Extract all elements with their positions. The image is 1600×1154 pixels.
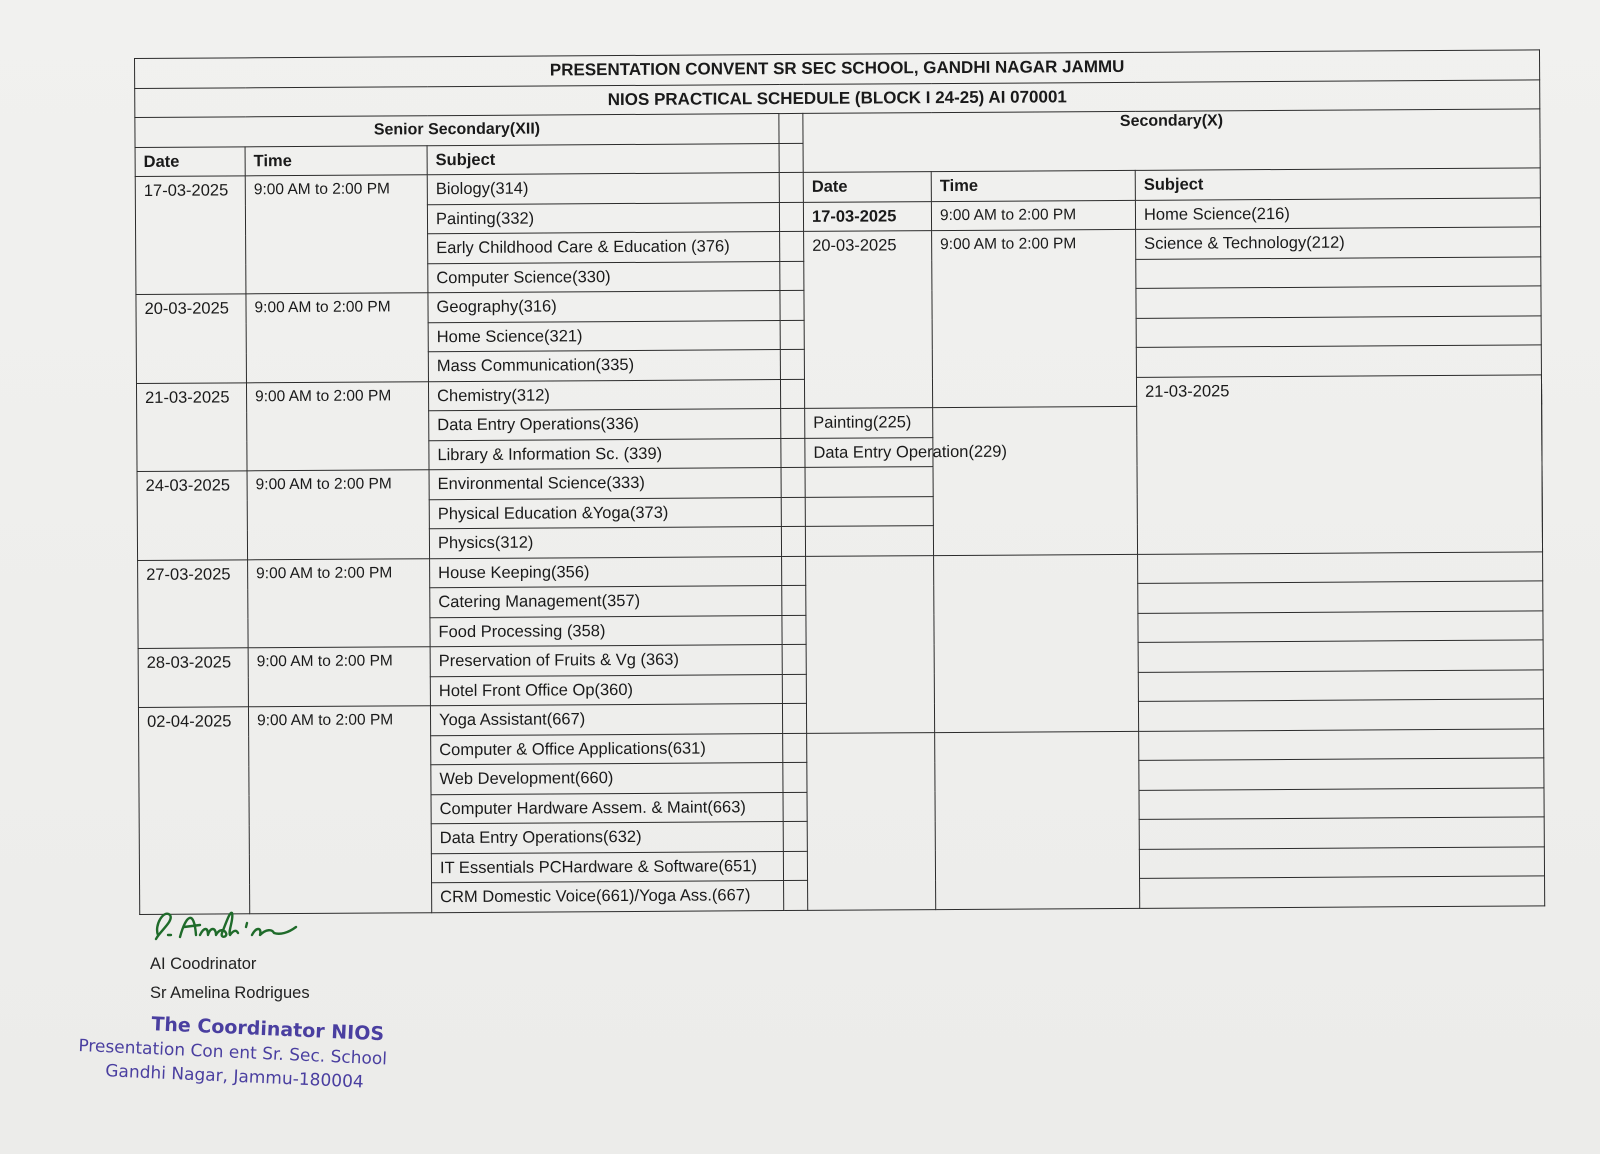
empty-cell (1136, 315, 1541, 347)
secondary-subject-cell: Home Science(216) (1135, 197, 1540, 229)
senior-subject-cell: Geography(316) (428, 291, 780, 323)
secondary-subject-cell: Science & Technology(212) (1136, 227, 1541, 259)
empty-cell (1136, 345, 1541, 377)
senior-subject-cell: Library & Information Sc. (339) (429, 438, 781, 470)
secondary-date-header: Date (803, 172, 931, 202)
gap-cell (781, 497, 805, 527)
gap-cell (784, 880, 808, 910)
empty-cell (1139, 728, 1544, 760)
secondary-date-cell: 21-03-2025 (1136, 374, 1542, 553)
senior-time-header: Time (245, 145, 427, 176)
senior-subject-cell: Data Entry Operations(632) (431, 822, 783, 854)
schedule-sheet (134, 49, 1544, 914)
gap-cell (780, 320, 804, 350)
gap-cell (779, 143, 803, 173)
senior-subject-cell: Chemistry(312) (428, 379, 780, 411)
empty-cell (805, 467, 933, 497)
senior-subject-cell: Early Childhood Care & Education (376) (428, 232, 780, 264)
secondary-time-cell: 9:00 AM to 2:00 PM (932, 229, 1137, 407)
senior-subject-cell: Biology(314) (427, 173, 779, 205)
gap-cell (780, 290, 804, 320)
gap-cell (780, 379, 804, 409)
senior-date-cell: 27-03-2025 (138, 559, 249, 648)
gap-cell (782, 556, 806, 586)
gap-cell (782, 585, 806, 615)
secondary-subject-header: Subject (1135, 168, 1540, 200)
senior-subject-cell: Physical Education &Yoga(373) (429, 497, 781, 529)
secondary-heading: Secondary(X) (1119, 112, 1224, 130)
gap-cell (782, 615, 806, 645)
senior-subject-cell: Mass Communication(335) (428, 350, 780, 382)
empty-cell (1138, 610, 1543, 642)
gap-cell (783, 762, 807, 792)
senior-date-header: Date (135, 146, 245, 176)
senior-date-cell: 21-03-2025 (136, 382, 247, 471)
empty-cell (805, 526, 933, 556)
coordinator-role: AI Coodrinator (150, 955, 257, 973)
empty-cell (1138, 669, 1543, 701)
empty-cell (1138, 581, 1543, 613)
gap-cell (780, 349, 804, 379)
senior-subject-cell: Hotel Front Office Op(360) (430, 674, 782, 706)
empty-cell (1139, 846, 1544, 878)
senior-subject-cell: Environmental Science(333) (429, 468, 781, 500)
gap-cell (781, 526, 805, 556)
empty-cell (934, 554, 1139, 732)
empty-cell (1140, 876, 1545, 908)
senior-date-cell: 28-03-2025 (138, 648, 248, 708)
empty-cell (1136, 256, 1541, 288)
senior-subject-cell: Preservation of Fruits & Vg (363) (430, 645, 782, 677)
senior-subject-cell: Painting(332) (427, 202, 779, 234)
schedule-title: NIOS PRACTICAL SCHEDULE (BLOCK I 24-25) AI 070001 (135, 79, 1540, 117)
secondary-date-cell: 20-03-2025 (804, 231, 933, 409)
empty-cell (805, 496, 933, 526)
senior-subject-cell: Computer Hardware Assem. & Maint(663) (431, 792, 783, 824)
secondary-subject-cell: Painting(225) (805, 408, 933, 438)
empty-cell (1139, 817, 1544, 849)
senior-subject-cell: Computer & Office Applications(631) (431, 733, 783, 765)
coordinator-name: Sr Amelina Rodrigues (150, 984, 310, 1002)
gap-cell (782, 674, 806, 704)
stamp-line-1: The Coordinator NIOS (150, 1013, 385, 1046)
senior-subject-cell: Food Processing (358) (430, 615, 782, 647)
empty-cell (807, 732, 936, 910)
empty-cell (1138, 551, 1543, 583)
signature-block (150, 950, 310, 1008)
empty-cell (935, 731, 1140, 909)
gap-cell (783, 821, 807, 851)
secondary-heading-cell (803, 109, 1540, 173)
gap-cell (781, 408, 805, 438)
gap-cell (779, 113, 803, 143)
senior-time-cell: 9:00 AM to 2:00 PM (246, 293, 429, 383)
senior-time-cell: 9:00 AM to 2:00 PM (245, 175, 428, 294)
senior-subject-cell: Yoga Assistant(667) (430, 704, 782, 736)
gap-cell (779, 202, 803, 232)
gap-cell (783, 792, 807, 822)
senior-time-cell: 9:00 AM to 2:00 PM (246, 381, 429, 471)
gap-cell (782, 703, 806, 733)
senior-date-cell: 24-03-2025 (137, 471, 248, 560)
senior-subject-cell: House Keeping(356) (430, 556, 782, 588)
stamp-line-3: Gandhi Nagar, Jammu-180004 (104, 1061, 365, 1093)
schedule-table (134, 49, 1545, 914)
senior-time-cell: 9:00 AM to 2:00 PM (248, 558, 431, 648)
school-title: PRESENTATION CONVENT SR SEC SCHOOL, GANDHI NAGAR JAMMU (135, 50, 1540, 88)
gap-cell (780, 261, 804, 291)
senior-time-cell: 9:00 AM to 2:00 PM (248, 647, 430, 707)
gap-cell (779, 172, 803, 202)
senior-subject-cell: Physics(312) (429, 527, 781, 559)
senior-subject-cell: Data Entry Operations(336) (429, 409, 781, 441)
stamp-line-2: Presentation Con ent Sr. Sec. School (77, 1035, 388, 1070)
senior-time-cell: 9:00 AM to 2:00 PM (247, 470, 430, 560)
senior-time-cell: 9:00 AM to 2:00 PM (248, 706, 431, 914)
secondary-time-cell: 9:00 AM to 2:00 PM (931, 200, 1135, 231)
senior-subject-header: Subject (427, 143, 779, 175)
senior-subject-cell: Catering Management(357) (430, 586, 782, 618)
senior-date-cell: 17-03-2025 (135, 176, 246, 295)
senior-secondary-heading: Senior Secondary(XII) (135, 114, 779, 147)
empty-cell (1139, 787, 1544, 819)
empty-cell (806, 555, 935, 733)
senior-subject-cell: CRM Domestic Voice(661)/Yoga Ass.(667) (432, 881, 784, 913)
senior-subject-cell: IT Essentials PCHardware & Software(651) (431, 851, 783, 883)
empty-cell (1138, 699, 1543, 731)
senior-subject-cell: Home Science(321) (428, 320, 780, 352)
empty-cell (1138, 640, 1543, 672)
secondary-date-cell: 17-03-2025 (803, 201, 931, 231)
signature-icon (150, 905, 320, 947)
signature-scrawl (150, 905, 320, 952)
senior-date-cell: 02-04-2025 (138, 707, 249, 914)
secondary-time-header: Time (931, 170, 1135, 201)
gap-cell (782, 644, 806, 674)
official-stamp (77, 1010, 389, 1093)
gap-cell (780, 231, 804, 261)
senior-subject-cell: Computer Science(330) (428, 261, 780, 293)
empty-cell (1139, 758, 1544, 790)
gap-cell (783, 733, 807, 763)
empty-cell (1136, 286, 1541, 318)
secondary-subject-cell: Data Entry Operation(229) (805, 437, 933, 467)
gap-cell (783, 851, 807, 881)
senior-subject-cell: Web Development(660) (431, 763, 783, 795)
gap-cell (781, 438, 805, 468)
senior-date-cell: 20-03-2025 (136, 294, 247, 383)
gap-cell (781, 467, 805, 497)
